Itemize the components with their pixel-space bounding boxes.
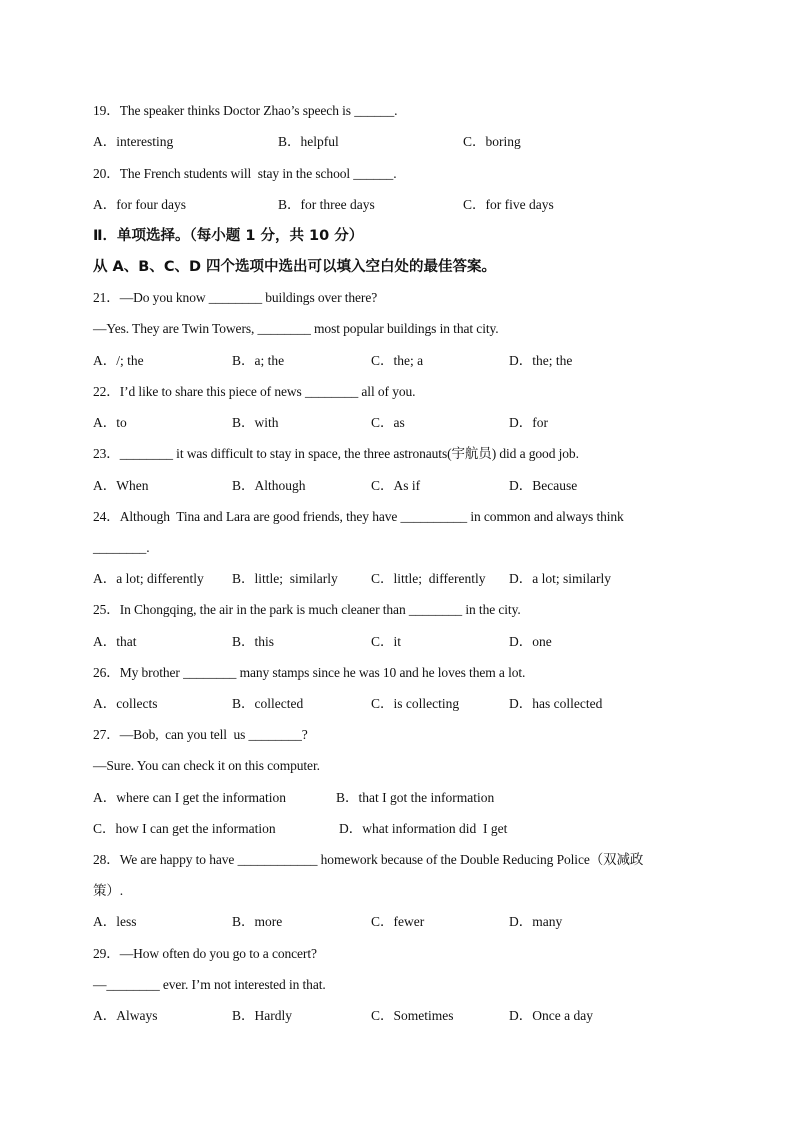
q28-option-a: A．less <box>93 914 137 929</box>
question-29-stem: 29．—How often do you go to a concert? <box>93 946 317 961</box>
question-24-stem: 24．Although Tina and Lara are good friends, they have __________ in common and always think <box>93 509 624 524</box>
q27-option-b: B．that I got the information <box>336 790 495 805</box>
q23-option-a: A．When <box>93 478 149 493</box>
q28-option-c: C．fewer <box>371 914 425 929</box>
q29-option-d: D．Once a day <box>509 1008 593 1023</box>
question-25-stem: 25．In Chongqing, the air in the park is much cleaner than ________ in the city. <box>93 602 521 617</box>
q29-option-c: C．Sometimes <box>371 1008 454 1023</box>
q27-option-a: A．where can I get the information <box>93 790 287 805</box>
q28-option-b: B．more <box>232 914 283 929</box>
q24-option-b: B．little; similarly <box>232 571 338 586</box>
q19-option-c: C．boring <box>463 134 521 149</box>
section-instruction: 从 A、B、C、D 四个选项中选出可以填入空白处的最佳答案。 <box>93 259 497 275</box>
q26-option-b: B．collected <box>232 696 304 711</box>
q25-option-a: A．that <box>93 634 137 649</box>
q28-option-d: D．many <box>509 914 563 929</box>
q29-option-b: B．Hardly <box>232 1008 292 1023</box>
q25-option-c: C．it <box>371 634 402 649</box>
question-28-stem: 28．We are happy to have ____________ homework because of the Double Reducing Police（双减政 <box>93 852 644 867</box>
q24-option-c: C．little; differently <box>371 571 486 586</box>
q21-option-b: B．a; the <box>232 353 285 368</box>
question-20-stem: 20．The French students will stay in the school ______. <box>93 166 397 181</box>
q23-option-d: D．Because <box>509 478 578 493</box>
question-21-stem: 21．—Do you know ________ buildings over there? <box>93 290 378 305</box>
question-21-stem-2: —Yes. They are Twin Towers, ________ most popular buildings in that city. <box>93 321 499 336</box>
question-27-stem: 27．—Bob, can you tell us ________? <box>93 727 308 742</box>
section-title: Ⅱ．单项选择。（每小题 1 分，共 10 分） <box>93 228 364 244</box>
q29-option-a: A．Always <box>93 1008 158 1023</box>
q24-option-a: A．a lot; differently <box>93 571 204 586</box>
q26-option-d: D．has collected <box>509 696 603 711</box>
question-28-stem-2: 策）. <box>93 883 124 898</box>
q19-option-b: B．helpful <box>278 134 339 149</box>
q20-option-b: B．for three days <box>278 197 375 212</box>
q27-option-d: D．what information did I get <box>339 821 508 836</box>
q23-option-c: C．As if <box>371 478 421 493</box>
q21-option-d: D．the; the <box>509 353 573 368</box>
q26-option-a: A．collects <box>93 696 158 711</box>
question-27-stem-2: —Sure. You can check it on this computer. <box>93 758 320 773</box>
question-22-stem: 22．I’d like to share this piece of news ________ all of you. <box>93 384 416 399</box>
q20-option-c: C．for five days <box>463 197 554 212</box>
q25-option-d: D．one <box>509 634 552 649</box>
q22-option-c: C．as <box>371 415 405 430</box>
q22-option-d: D．for <box>509 415 548 430</box>
question-23-stem: 23．________ it was difficult to stay in space, the three astronauts(宇航员) did a good job. <box>93 446 579 461</box>
q21-option-a: A．/; the <box>93 353 144 368</box>
q22-option-b: B．with <box>232 415 279 430</box>
q19-option-a: A．interesting <box>93 134 174 149</box>
q25-option-b: B．this <box>232 634 275 649</box>
q26-option-c: C．is collecting <box>371 696 460 711</box>
q21-option-c: C．the; a <box>371 353 424 368</box>
q24-option-d: D．a lot; similarly <box>509 571 611 586</box>
question-29-stem-2: —________ ever. I’m not interested in that. <box>93 977 326 992</box>
q27-option-c: C．how I can get the information <box>93 821 276 836</box>
q22-option-a: A．to <box>93 415 127 430</box>
q20-option-a: A．for four days <box>93 197 186 212</box>
question-26-stem: 26．My brother ________ many stamps since he was 10 and he loves them a lot. <box>93 665 526 680</box>
q23-option-b: B．Although <box>232 478 306 493</box>
question-19-stem: 19．The speaker thinks Doctor Zhao’s speech is ______. <box>93 103 398 118</box>
question-24-stem-2: ________. <box>93 540 150 555</box>
